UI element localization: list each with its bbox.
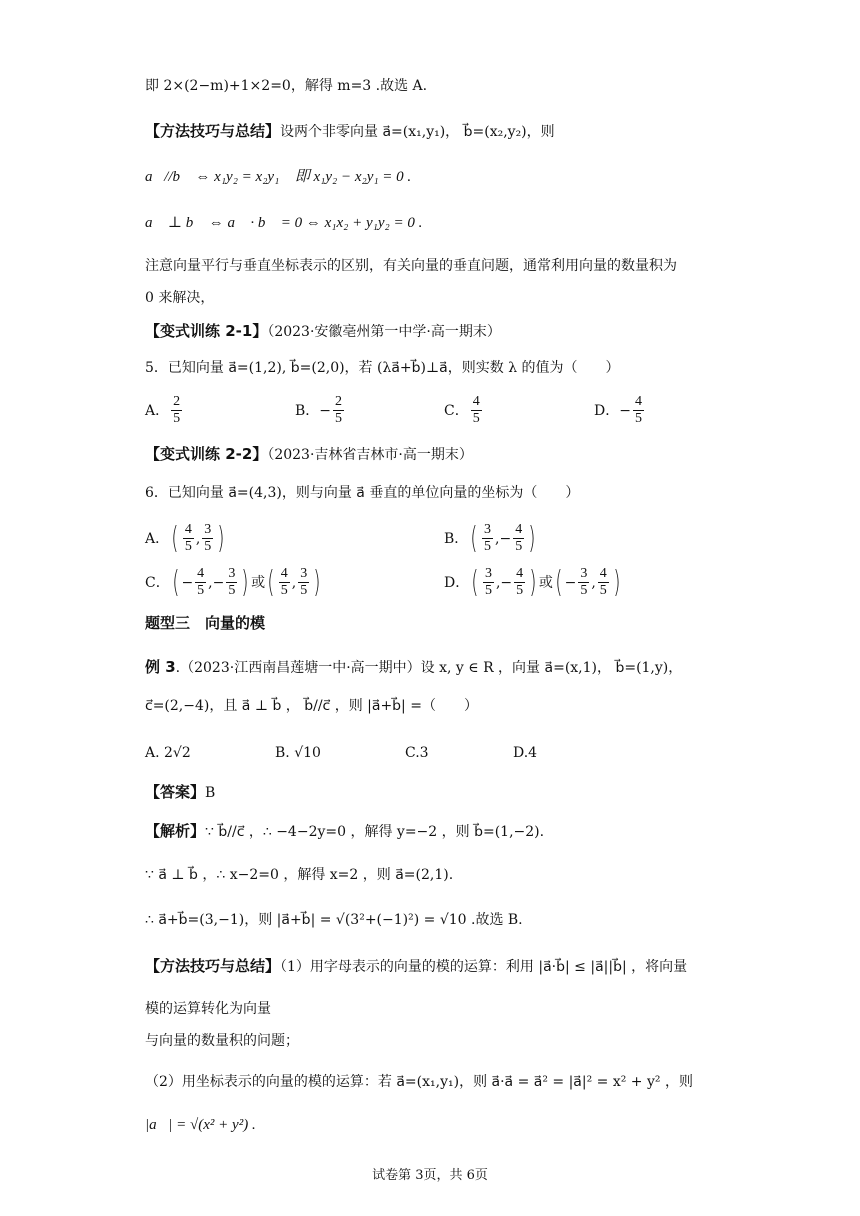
option-label: D．	[444, 574, 470, 591]
answer-line	[145, 782, 215, 803]
fraction: $\frac{2}{5}$	[173, 394, 181, 426]
method-summary-2-cont-2: 与向量的数量积的问题；	[145, 1033, 299, 1049]
variant-source: （2023·吉林省吉林市·高一期末）	[267, 447, 473, 463]
option-label: A．	[145, 402, 170, 419]
fraction: $\frac{3}{5}$	[580, 566, 588, 598]
answer-value: B	[205, 785, 216, 801]
method-summary-2	[145, 956, 687, 977]
analysis-tag: 【解析】	[145, 822, 206, 840]
variant-tag: 【变式训练 2-1】	[145, 322, 268, 340]
or-word: 或	[251, 574, 266, 591]
fraction: $\frac{4}{5}$	[599, 566, 607, 598]
q6-option-d[interactable]: D． ( $\frac{3}{5}$ , − $\frac{4}{5}$ ) 或 ( − $\frac{3}{5}$ , $\frac{4}{5}$ )	[444, 564, 621, 600]
method-summary-tag: 【方法技巧与总结】	[145, 957, 281, 975]
option-label: B．	[444, 530, 469, 547]
q5-option-a[interactable]	[145, 394, 184, 427]
option-label: D．	[594, 402, 620, 419]
example-3-option-c[interactable]: C.3	[405, 745, 429, 761]
fraction: $\frac{3}{5}$	[484, 566, 492, 598]
minus-sign: −	[619, 402, 631, 419]
option-label: A．	[145, 530, 170, 547]
fraction: $\frac{4}{5}$	[516, 566, 524, 598]
minus-sign: −	[319, 402, 332, 419]
q6-option-a[interactable]: A． ( $\frac{4}{5}$ , $\frac{3}{5}$ )	[145, 520, 225, 556]
analysis-line-3: ∴ a⃗+b⃗=(3,−1)，则 |a⃗+b⃗| = √(3²+(−1)²) = √10 .故选 B.	[145, 912, 523, 928]
fraction: $\frac{3}{5}$	[484, 522, 492, 554]
example-text: .（2023·江西南昌莲塘一中·高一期中）设 x, y ∈ R ，向量 a⃗=(x,1)， b⃗=(1,y)，	[175, 660, 683, 676]
method-summary-text: （1）用字母表示的向量的模的运算：利用 |a⃗·b⃗| ≤ |a⃗||b⃗| ，将向量	[280, 959, 688, 975]
fraction: $\frac{3}{5}$	[300, 566, 308, 598]
section-title-vector-magnitude: 题型三 向量的模	[145, 614, 266, 632]
variant-source: （2023·安徽亳州第一中学·高一期末）	[267, 324, 501, 340]
note-line-1: 注意向量平行与垂直坐标表示的区别，有关向量的垂直问题，通常利用向量的数量积为	[145, 258, 677, 274]
example-3-continued: c⃗=(2,−4)，且 a⃗ ⊥ b⃗ ， b⃗//c⃗ ，则 |a⃗+b⃗| =（ ）	[145, 698, 478, 714]
analysis-line-2: ∵ a⃗ ⊥ b⃗ ，∴ x−2=0 ，解得 x=2 ，则 a⃗=(2,1).	[145, 867, 454, 883]
option-label: C．	[145, 574, 170, 591]
method-summary-tag: 【方法技巧与总结】	[145, 122, 281, 140]
fraction: $\frac{4}{5}$	[184, 522, 192, 554]
q6-option-b[interactable]: B． ( $\frac{3}{5}$ , − $\frac{4}{5}$ )	[444, 520, 536, 556]
example-3	[145, 657, 682, 678]
fraction: $\frac{4}{5}$	[515, 522, 523, 554]
fraction: $\frac{4}{5}$	[197, 566, 205, 598]
method-summary-text: 设两个非零向量 a⃗=(x₁,y₁)， b⃗=(x₂,y₂)，则	[280, 124, 555, 140]
variant-tag: 【变式训练 2-2】	[145, 445, 268, 463]
fraction: $\frac{3}{5}$	[228, 566, 236, 598]
q6-option-c[interactable]: C． ( − $\frac{4}{5}$ , − $\frac{3}{5}$ ) 或 ( $\frac{4}{5}$ , $\frac{3}{5}$ )	[145, 564, 321, 600]
variant-training-2-1-heading	[145, 321, 501, 342]
example-3-option-a[interactable]: A. 2√2	[145, 745, 191, 761]
question-6: 6．已知向量 a⃗=(4,3)，则与向量 a⃗ 垂直的单位向量的坐标为（ ）	[145, 485, 580, 501]
example-3-option-d[interactable]: D.4	[513, 745, 538, 761]
or-word: 或	[538, 574, 553, 591]
option-label: C．	[444, 402, 469, 419]
q5-option-b[interactable]	[295, 394, 346, 427]
option-label: B．	[295, 402, 320, 419]
method-summary-2-cont-1: 模的运算转化为向量	[145, 1001, 271, 1017]
example-tag: 例 3	[145, 658, 176, 676]
note-line-2: 0 来解决，	[145, 290, 215, 306]
answer-tag: 【答案】	[145, 783, 206, 801]
perpendicular-condition: a⃗ ⊥ b⃗ ⇔ a⃗ · b⃗ = 0 ⇔ x₁x₂ + y₁y₂ = 0 .	[145, 215, 423, 231]
parallel-condition: a⃗//b⃗ ⇔ x₁y₂ = x₂y₁ ，即 x₁y₂ − x₂y₁ = 0 .	[145, 169, 412, 185]
method-summary-heading	[145, 121, 555, 142]
analysis-line-1	[145, 821, 544, 842]
fraction: $\frac{3}{5}$	[204, 522, 212, 554]
question-5: 5．已知向量 a⃗=(1,2), b⃗=(2,0)，若 (λa⃗+b⃗)⊥a⃗，则实数 λ 的值为（ ）	[145, 360, 620, 376]
variant-training-2-2-heading	[145, 444, 473, 465]
analysis-text: ∵ b⃗//c⃗ ，∴ −4−2y=0 ，解得 y=−2 ，则 b⃗=(1,−2).	[205, 824, 545, 840]
fraction: $\frac{2}{5}$	[335, 394, 343, 426]
magnitude-formula: |a⃗| = √(x² + y²) .	[145, 1117, 256, 1133]
example-3-option-b[interactable]: B. √10	[275, 745, 321, 761]
fraction: $\frac{4}{5}$	[280, 566, 288, 598]
fraction: $\frac{4}{5}$	[634, 394, 642, 426]
fraction: $\frac{4}{5}$	[472, 394, 480, 426]
q5-option-c[interactable]	[444, 394, 484, 427]
method-summary-2-point-2: （2）用坐标表示的向量的模的运算：若 a⃗=(x₁,y₁)，则 a⃗·a⃗ = a⃗² = |a⃗|² = x² + y² ，则	[145, 1074, 693, 1090]
solution-conclusion-line: 即 2×(2−m)+1×2=0，解得 m=3 .故选 A.	[145, 78, 428, 94]
page-footer: 试卷第 3页，共 6页	[372, 1168, 488, 1183]
q5-option-d[interactable]	[594, 394, 646, 427]
